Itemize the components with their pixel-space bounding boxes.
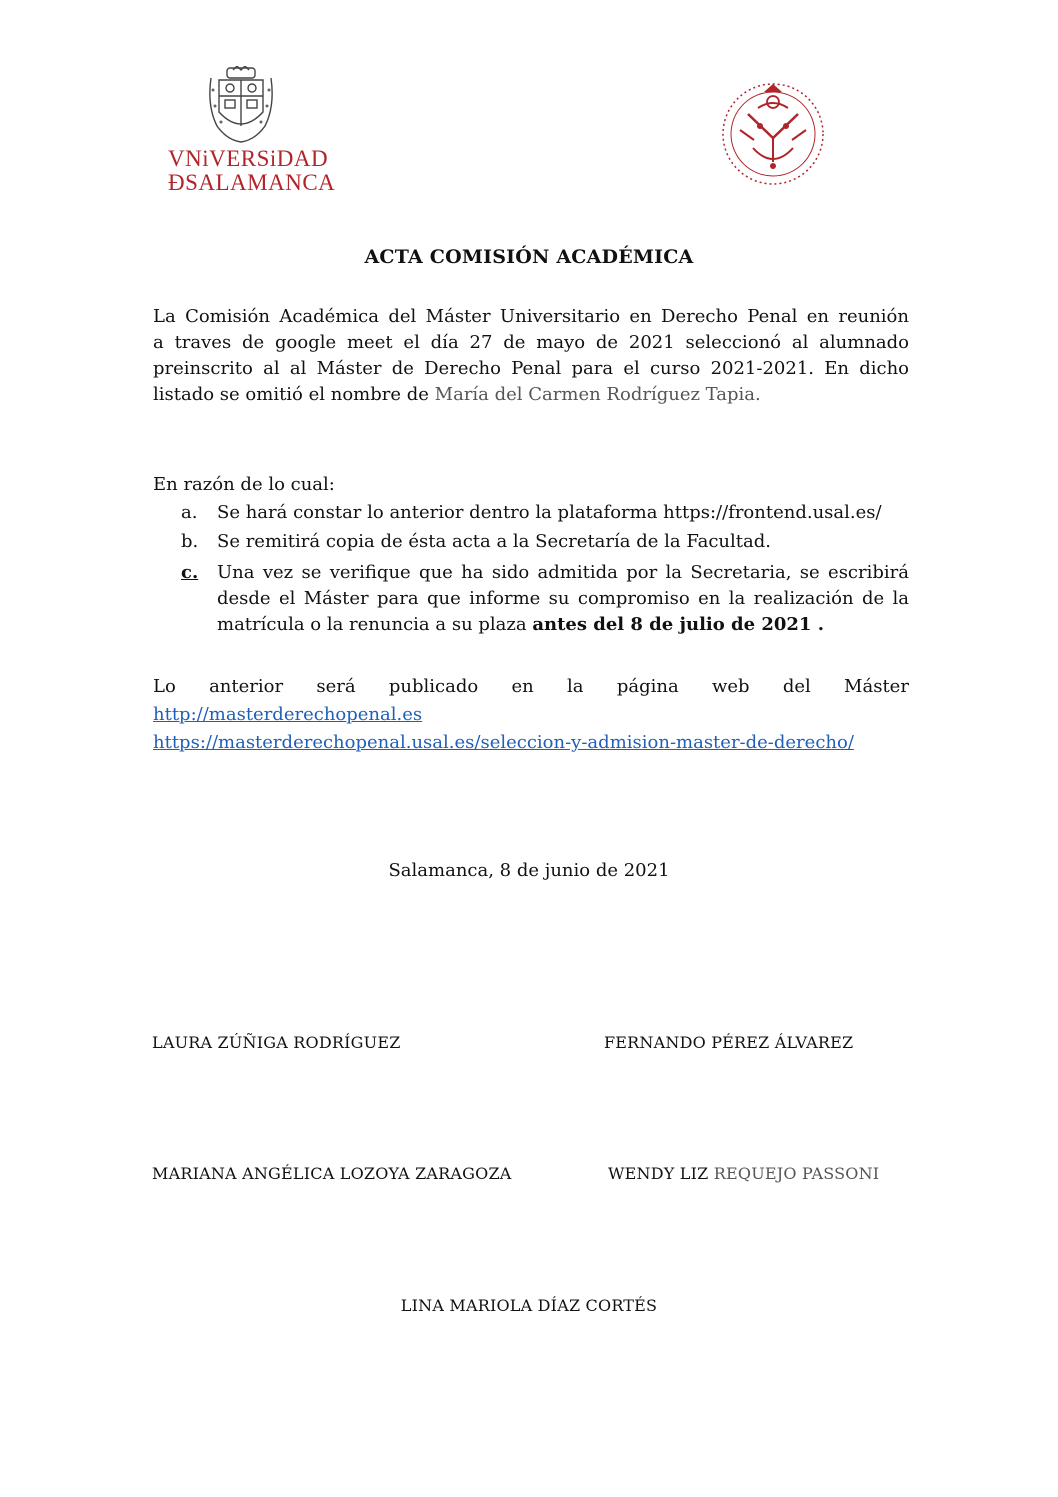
intro-line-1: La Comisión Académica del Máster Universitario en Derecho Penal en reunión [153,306,909,327]
pub-word: web [711,676,750,697]
student-name: María del Carmen Rodríguez Tapia. [434,384,761,405]
deadline-text: antes del 8 de julio de 2021 . [532,614,824,635]
reason-heading-text: En razón de lo cual: [153,474,335,495]
intro-line-3: preinscrito al al Máster de Derecho Penal para el curso 2021-2021. En dicho [153,358,909,379]
faculty-seal [718,78,828,188]
list-marker-c: c. [181,562,199,583]
intro-line-4-prefix: listado se omitió el nombre de [153,384,435,405]
signature-name: LINA MARIOLA DÍAZ CORTÉS [400,1296,658,1315]
list-item-text: Se remitirá copia de ésta acta a la Secretaría de la Facultad. [217,531,771,552]
publication-line [153,674,909,702]
list-item-text [217,560,909,638]
link-row [153,702,909,730]
pub-word: página [616,676,679,697]
list-c-line-1: Una vez se verifique que ha sido admitida por la Secretaria, se escribirá [217,562,909,583]
pub-word: Lo [153,676,176,697]
signature-suffix: REQUEJO PASSONI [713,1164,880,1183]
link-row [153,730,909,758]
publication-paragraph [153,674,909,758]
list-c-line-3-prefix: matrícula o la renuncia a su plaza [217,614,533,635]
pub-word: Máster [844,676,909,697]
pub-word: la [567,676,584,697]
list-item [181,560,909,640]
pub-word: del [782,676,811,697]
signature-name: LAURA ZÚÑIGA RODRÍGUEZ [152,1033,401,1052]
signature-name: FERNANDO PÉREZ ÁLVAREZ [604,1033,854,1052]
intro-line-2: a traves de google meet el día 27 de mayo de 2021 seleccionó al alumnado [153,332,909,353]
list-item-text: Se hará constar lo anterior dentro la plataforma https://frontend.usal.es/ [217,502,882,523]
list-c-line-2: desde el Máster para que informe su compromiso en la realización de la [217,588,909,609]
pub-word: anterior [209,676,284,697]
intro-paragraph [153,304,909,408]
date-line: Salamanca, 8 de junio de 2021 [388,860,670,881]
signature-name: MARIANA ANGÉLICA LOZOYA ZARAGOZA [152,1164,512,1183]
master-site-link[interactable]: http://masterderechopenal.es [153,704,423,725]
reason-heading [153,472,909,498]
intro-line-4 [153,382,909,408]
admission-page-link[interactable]: https://masterderechopenal.usal.es/seleccion-y-admision-master-de-derecho/ [153,732,854,753]
list-marker-a: a. [181,502,198,523]
faculty-seal-icon [718,78,828,188]
pub-word: en [511,676,534,697]
university-name-line2: ÐSALAMANCA [168,170,336,195]
pub-word: publicado [388,676,479,697]
signature-name [608,1164,879,1183]
list-c-line-3 [217,612,909,638]
university-logo [168,66,336,195]
pub-word: será [316,676,356,697]
list-marker-b: b. [181,531,199,552]
university-name-line1: VNiVERSiDAD [168,146,329,171]
university-crest-icon [207,66,275,144]
signature-prefix: WENDY LIZ [608,1164,714,1183]
document-title: ACTA COMISIÓN ACADÉMICA [364,246,694,268]
